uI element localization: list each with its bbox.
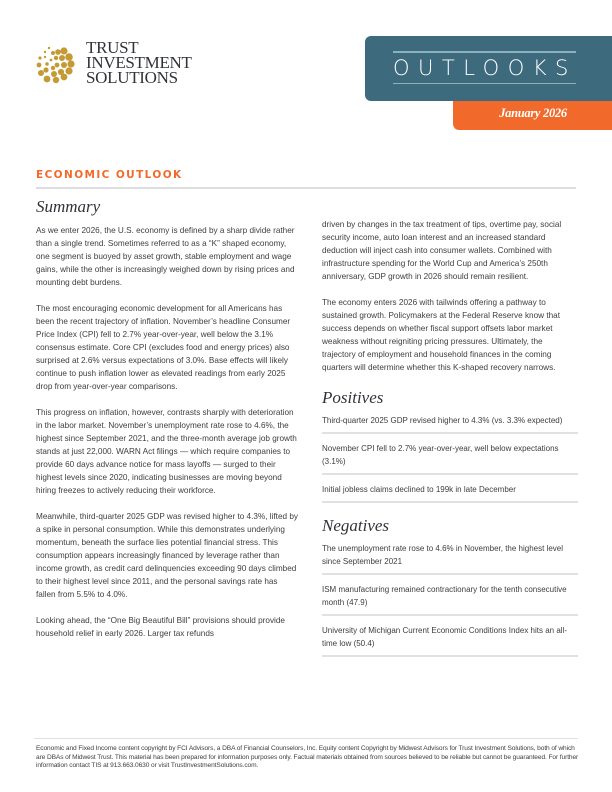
banner-rule-bottom bbox=[393, 83, 576, 85]
footer-disclaimer: Economic and Fixed Income content copyright by FCI Advisors, a DBA of Financial Counselors, Inc. Equity content Copyright by Midwest Advisors for Trust Investment Solutions, both of which are DBAs of Midwest Trust. This material has been prepared for information purposes only. Factual materials obtained from sources believed to be reliable but cannot be guaranteed. For further information contact TIS at 913.663.0630 or visit TrustInvestmentSolutions.com. bbox=[36, 745, 579, 770]
negatives-heading: Negatives bbox=[322, 516, 390, 535]
logo-line-3: SOLUTIONS bbox=[86, 68, 178, 87]
negatives-list-item: ISM manufacturing remained contractionary for the tenth consecutive month (47.9) bbox=[322, 580, 578, 616]
negatives-list bbox=[322, 539, 578, 657]
company-logo bbox=[34, 40, 192, 85]
summary-paragraph-continued: The economy enters 2026 with tailwinds offering a pathway to sustained growth. Policymakers at the Federal Reserve know that success depends on whether fiscal support offsets labor market weakness without reigniting pricing pressures. Ultimately, the trajectory of employment and household finances in the coming quarters will determine whether this K-shaped recovery narrows. bbox=[322, 298, 561, 372]
banner-title-block bbox=[393, 51, 576, 84]
positives-list bbox=[322, 411, 578, 503]
dotted-globe-icon bbox=[34, 42, 76, 84]
negatives-list-item: University of Michigan Current Economic Conditions Index hits an all-time low (50.4) bbox=[322, 621, 578, 657]
publication-date: January 2026 bbox=[499, 106, 567, 120]
summary-heading: Summary bbox=[36, 197, 101, 216]
logo-line-2: INVESTMENT bbox=[86, 53, 192, 72]
negatives-list-item: The unemployment rate rose to 4.6% in November, the highest level since September 2021 bbox=[322, 539, 578, 575]
summary-paragraph: Meanwhile, third-quarter 2025 GDP was revised higher to 4.3%, lifted by a spike in personal consumption. While this demonstrates underlying momentum, beneath the surface lies potential financial stress. This consumption appears increasingly financed by leverage rather than income growth, as credit card delinquencies exceeding 90 days climbed to their highest level since 2011, and the personal savings rate has fallen from 5.5% to 4.0%. bbox=[36, 512, 298, 599]
summary-paragraph: This progress on inflation, however, contrasts sharply with deterioration in the labor market. November’s unemployment rate rose to 4.6%, the highest since September 2021, and the three-month average job growth stands at just 22,000. WARN Act filings — which require companies to provide 60 days advance notice for mass layoffs — surged to their highest levels since 2020, indicating businesses are moving beyond hiring freezes to actively reducing their workforce. bbox=[36, 408, 297, 495]
summary-paragraph: The most encouraging economic development for all Americans has been the recent trajectory of inflation. November’s headline Consumer Price Index (CPI) fell to 2.7% year-over-year, well below the 3.1% consensus estimate. Core CPI (excludes food and energy prices) also surprised at 2.6% versus expectations of 3.0%. Base effects will likely continue to push inflation lower as elevated readings from early 2025 drop from year-over-year comparisons. bbox=[36, 304, 291, 391]
publication-title: OUTLOOKS bbox=[393, 55, 577, 80]
footer-divider bbox=[34, 738, 578, 739]
summary-paragraph: Looking ahead, the “One Big Beautiful Bill” provisions should provide household relief in early 2026. Larger tax refunds bbox=[36, 616, 285, 638]
date-tab bbox=[453, 100, 612, 130]
logo-line-1: TRUST bbox=[86, 38, 139, 57]
logo-wordmark bbox=[86, 40, 192, 85]
summary-paragraph-continued: driven by changes in the tax treatment of tips, overtime pay, social security income, auto loan interest and an increased standard deduction will inject cash into consumer wallets. Combined with infrastructure spending for the World Cup and America’s 250th anniversary, GDP growth in 2026 should remain resilient. bbox=[322, 220, 562, 281]
section-label: ECONOMIC OUTLOOK bbox=[36, 169, 183, 181]
positives-list-item: Initial jobless claims declined to 199k in late December bbox=[322, 480, 578, 503]
summary-paragraph: As we enter 2026, the U.S. economy is defined by a sharp divide rather than a single trend. Sometimes referred to as a “K” shaped economy, one segment is buoyed by asset growth, stable employment and wage gains, while the other is increasingly weighed down by rising prices and mounting debt burdens. bbox=[36, 226, 295, 287]
outlooks-banner bbox=[365, 36, 612, 101]
positives-list-item: November CPI fell to 2.7% year-over-year, well below expectations (3.1%) bbox=[322, 439, 578, 475]
positives-list-item: Third-quarter 2025 GDP revised higher to 4.3% (vs. 3.3% expected) bbox=[322, 411, 578, 434]
left-column bbox=[36, 197, 298, 653]
positives-heading: Positives bbox=[322, 388, 384, 407]
section-divider bbox=[36, 187, 576, 189]
right-column bbox=[322, 218, 578, 662]
